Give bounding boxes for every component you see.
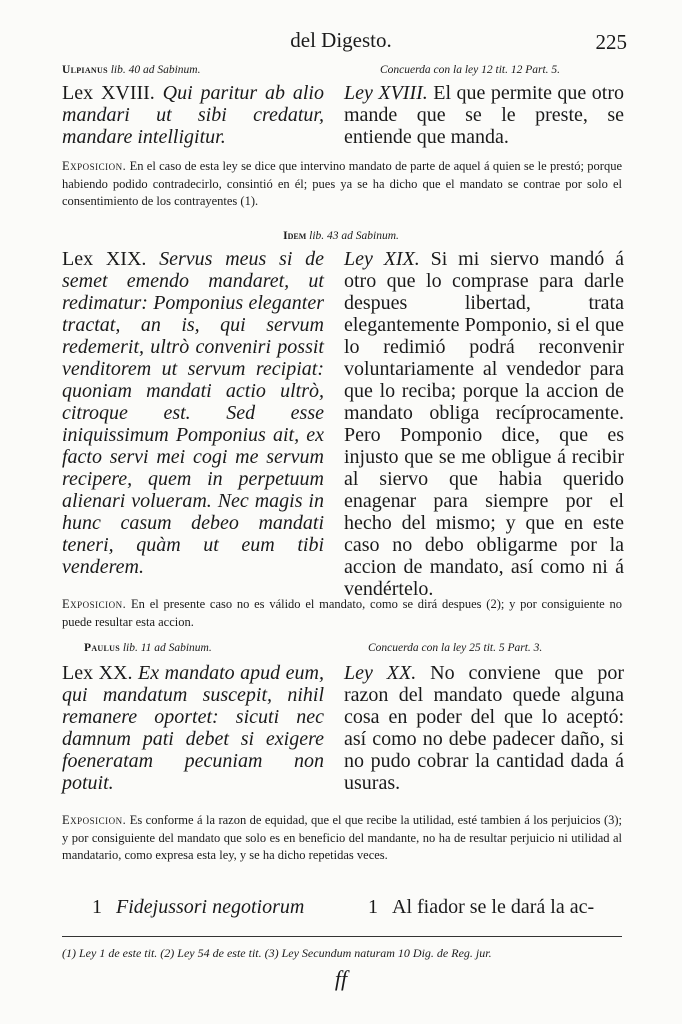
law-20-concordance: Concuerda con la ley 25 tit. 5 Part. 3. — [368, 642, 543, 654]
signature-mark: ff — [334, 966, 348, 991]
law-20-spanish: Ley XX. No conviene que por razon del mandato quede alguna cosa en poder del que lo aceptó: así como no debe padecer daño, si no pudo cobrar la cantidad dada á usuras. — [344, 662, 624, 794]
law-19-exposition: Exposicion. En el presente caso no es válido el mandato, como se dirá despues (2); y por consiguiente no puede resultar esta accion. — [62, 597, 622, 629]
footnotes: (1) Ley 1 de este tit. (2) Ley 54 de este tit. (3) Ley Secundum naturam 10 Dig. de Reg. jur. — [62, 946, 492, 960]
law-20-exposition: Exposicion. Es conforme á la razon de equidad, que el que recibe la utilidad, esté tambien á los perjuicios (3); y por consiguiente del mandato que solo es en beneficio del mandante, no ha de resultar perjuicio ni utilidad al mandatario, como expresa esta ley, y se ha dicho repetidas veces. — [62, 813, 622, 862]
next-section-spanish: 1 Al fiador se le dará la ac- — [368, 896, 595, 918]
law-19-source: Idem lib. 43 ad Sabinum. — [283, 230, 399, 242]
law-18-spanish: Ley XVIII. El que permite que otro mande que se le preste, se entiende que manda. — [344, 82, 625, 148]
law-18-concordance: Concuerda con la ley 12 tit. 12 Part. 5. — [380, 64, 561, 76]
footnote-rule — [62, 936, 622, 937]
law-19-latin: Lex XIX. Servus meus si de semet emendo mandaret, ut redimatur: Pomponius eleganter tractat, an is, qui servum redemerit, ultrò conveniri possit venditorem ut servum recipiat: quoniam mandati actio ultrò, citroque est. Sed esse iniquissimum Pomponius ait, ex facto servi mei cogi me servum recipere, quem in perpetuum alienari volueram. Nec magis in hunc casum debeo mandati teneri, quàm ut eum tibi venderem. — [62, 248, 325, 578]
law-18-exposition: Exposicion. En el caso de esta ley se dice que intervino mandato de parte de aquel á quien se le prestó; porque habiendo podido contradecirlo, consintió en él; pues ya se ha dicho que el mandato se contrae por solo el consentimiento de los contrayentes (1). — [62, 159, 622, 208]
law-20-latin: Lex XX. Ex mandato apud eum, qui mandatum suscepit, nihil remanere oportet: sicuti nec damnum pati debet si exigere foeneratam pecuniam non potuit. — [62, 662, 324, 794]
law-18-source-left: Ulpianus lib. 40 ad Sabinum. — [62, 64, 201, 76]
running-title: del Digesto. — [290, 28, 392, 52]
law-18-latin: Lex XVIII. Qui paritur ab alio mandari ut sibi credatur, mandare intelligitur. — [62, 82, 324, 148]
page-number: 225 — [595, 30, 627, 54]
law-19-spanish: Ley XIX. Si mi siervo mandó á otro que lo comprase para darle despues libertad, trata elegantemente Pomponio, si el que lo redimió podrá reconvenir voluntariamente al vendedor para que lo reciba; porque la accion de mandato obliga recíprocamente. Pero Pomponio dice, que es injusto que se me obligue á recibir al siervo que habia querido enagenar para siempre por el hecho del mismo; y que en este caso no debo obligarme por la accion de mandato, así como ni á vendértelo. — [344, 248, 624, 600]
law-20-source-left: Paulus lib. 11 ad Sabinum. — [84, 642, 212, 654]
next-section-latin: 1 Fidejussori negotiorum — [92, 896, 305, 918]
page-header — [0, 28, 682, 56]
